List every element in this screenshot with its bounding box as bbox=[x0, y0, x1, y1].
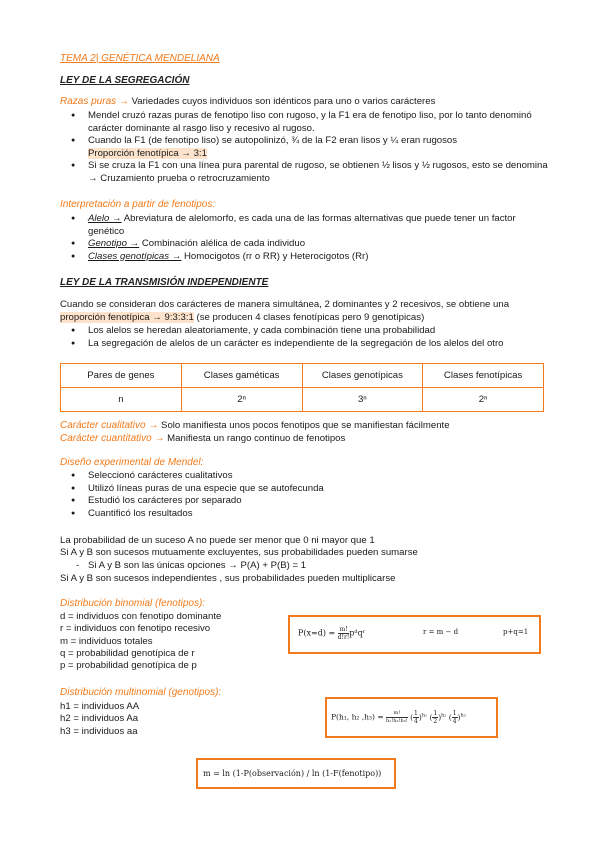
variable-definition: h1 = individuos AA bbox=[60, 701, 140, 712]
table-cell: 2ⁿ bbox=[423, 388, 544, 412]
definition-text: Manifiesta un rango continuo de fenotipos bbox=[164, 433, 346, 444]
variable-definition: d = individuos con fenotipo dominante bbox=[60, 611, 222, 622]
probabilidad-rule-1: La probabilidad de un suceso A no puede ser menor que 0 ni mayor que 1 bbox=[60, 535, 375, 546]
term-3: ( $\frac{1}{4}$ )$^{h_3}$ bbox=[448, 710, 466, 725]
variable-definition: h2 = individuos Aa bbox=[60, 713, 139, 725]
list-item-text: Mendel cruzó razas puras de fenotipo liso con rugoso, y la F1 era de fenotipo liso, por lo tanto denominó carácter dominante al rasgo liso y recesivo al rugoso. bbox=[88, 110, 532, 134]
fraction-denominator: d!r! bbox=[337, 634, 350, 641]
term-2: ( $\frac{1}{2}$ )$^{h_2}$ bbox=[429, 710, 447, 725]
list-item-text: Combinación alélica de cada individuo bbox=[139, 238, 306, 249]
table-cell: n bbox=[61, 388, 182, 412]
fraction-denominator: 4 bbox=[452, 718, 457, 725]
list-item bbox=[60, 338, 550, 351]
probabilidad-sublist bbox=[60, 560, 550, 573]
subheading-interpretacion: Interpretación a partir de fenotipos: bbox=[60, 199, 216, 210]
binomial-formula bbox=[298, 626, 366, 641]
highlight-proporcion-31: Proporción fenotípica → 3:1 bbox=[88, 147, 207, 159]
binomial-sum-relation: p+q=1 bbox=[503, 628, 529, 636]
table-header-cell: Pares de genes bbox=[61, 364, 182, 388]
subheading-multinomial: Distribución multinomial (genotipos): bbox=[60, 687, 222, 698]
list-item: ● Seleccionó carácteres cualitativos bbox=[60, 470, 550, 483]
term-cuantitativo: Carácter cuantitativo → bbox=[60, 433, 165, 444]
table-header-row bbox=[61, 364, 544, 388]
table-header-cell: Clases gaméticas bbox=[181, 364, 302, 388]
caracter-cualitativo bbox=[60, 420, 550, 433]
razas-puras-definition bbox=[60, 96, 550, 109]
table-cell: 2ⁿ bbox=[181, 388, 302, 412]
formula-fraction bbox=[432, 710, 438, 725]
list-item-text: Los alelos se heredan aleatoriamente, y cada combinación tiene una probabilidad bbox=[88, 325, 436, 336]
formula-fraction bbox=[386, 710, 408, 725]
term-1: ( $\frac{1}{4}$ )$^{h_1}$ bbox=[410, 710, 428, 725]
table-row bbox=[61, 388, 544, 412]
table-header-cell: Clases genotípicas bbox=[302, 364, 423, 388]
segregacion-list bbox=[60, 110, 550, 185]
variable-definition: m = individuos totales bbox=[60, 635, 153, 647]
variable-definition: r = individuos con fenotipo recesivo bbox=[60, 623, 211, 635]
transmision-paragraph bbox=[60, 299, 550, 324]
fraction-denominator: h₁!h₂!h₃! bbox=[386, 718, 408, 724]
fraction-numerator: m! bbox=[386, 710, 408, 718]
list-item: - Si A y B son las únicas opciones → P(A) + P(B) = 1 bbox=[60, 560, 550, 573]
exponent: h₂ bbox=[441, 712, 447, 718]
list-item bbox=[60, 160, 550, 185]
term-genotipo: Genotipo → bbox=[88, 238, 140, 249]
list-item-text: La segregación de alelos de un carácter es independiente de la segregación de los alelos del otro bbox=[88, 337, 504, 349]
multinomial-variables bbox=[60, 701, 139, 738]
final-formula: m = ln (1-P(observación) / ln (1-F(fenotipo)) bbox=[203, 769, 382, 778]
formula-fraction bbox=[413, 710, 419, 725]
transmision-list bbox=[60, 325, 550, 350]
term-alelo: Alelo → bbox=[88, 213, 122, 224]
probabilidad-rule-2: Si A y B son sucesos mutuamente excluyentes, sus probabilidades pueden sumarse bbox=[60, 547, 418, 558]
multinomial-formula bbox=[331, 710, 466, 725]
formula-lhs: P(x=d) = bbox=[298, 628, 336, 638]
table-cell: 3ⁿ bbox=[302, 388, 423, 412]
binomial-variables bbox=[60, 611, 221, 672]
page-title: TEMA 2| GENÉTICA MENDELIANA bbox=[60, 53, 220, 64]
definition-text: Solo manifiesta unos pocos fenotipos que se manifiestan fácilmente bbox=[158, 420, 450, 431]
list-item: ● Cuantificó los resultados bbox=[60, 508, 550, 521]
section-heading-transmision: LEY DE LA TRANSMISIÓN INDEPENDIENTE bbox=[60, 277, 269, 288]
table-header-cell: Clases fenotípicas bbox=[423, 364, 544, 388]
caracter-cuantitativo bbox=[60, 433, 550, 446]
term-cualitativo: Carácter cualitativo → bbox=[60, 420, 159, 431]
list-item: ● Estudió los carácteres por separado bbox=[60, 495, 550, 508]
subheading-diseno: Diseño experimental de Mendel: bbox=[60, 457, 204, 468]
list-item bbox=[60, 238, 550, 251]
formula-fraction bbox=[338, 626, 350, 641]
variable-definition: h3 = individuos aa bbox=[60, 725, 138, 737]
term-clases-genotipicas: Clases genotípicas → bbox=[88, 250, 182, 262]
list-item-text: Homocigotos (rr o RR) y Heterocigotos (Rr) bbox=[181, 250, 369, 262]
exponent: h₃ bbox=[460, 712, 466, 718]
list-item-text: Si se cruza la F1 con una línea pura parental de rugoso, se obtienen ½ lisos y ½ rugosos, esto se denomina → Cruzamiento prueba o retrocruzamiento bbox=[88, 160, 548, 184]
formula-powers: pᵈqʳ bbox=[349, 628, 366, 638]
interpretacion-list bbox=[60, 213, 550, 263]
list-item-text: Cuando la F1 (de fenotipo liso) se autopolinizó, ¾ de la F2 eran lisos y ¼ eran rugosos bbox=[88, 135, 458, 146]
list-item: ● Utilizó líneas puras de una especie que se autofecunda bbox=[60, 483, 550, 496]
list-item bbox=[60, 213, 550, 238]
highlight-proporcion-9331: proporción fenotípica → 9:3:3:1 bbox=[60, 311, 194, 323]
list-item bbox=[60, 135, 550, 160]
fraction-denominator: 4 bbox=[414, 718, 418, 725]
fraction-denominator: 2 bbox=[433, 718, 438, 725]
formula-fraction bbox=[452, 710, 458, 725]
gene-classes-table bbox=[60, 363, 544, 412]
section-heading-segregacion: LEY DE LA SEGREGACIÓN bbox=[60, 75, 190, 86]
fraction-numerator: 1 bbox=[414, 710, 418, 717]
fraction-numerator: m! bbox=[339, 626, 348, 633]
paragraph-text: Cuando se consideran dos carácteres de manera simultánea, 2 dominantes y 2 recesivos, se obtiene una bbox=[60, 299, 510, 310]
binomial-r-relation: r = m − d bbox=[423, 628, 459, 636]
list-item bbox=[60, 251, 550, 264]
exponent: h₁ bbox=[421, 712, 428, 718]
razas-puras-text: Variedades cuyos individuos son idénticos para uno o varios carácteres bbox=[128, 96, 436, 107]
paragraph-text-rest: (se producen 4 clases fenotípicas pero 9 genotípicas) bbox=[193, 311, 425, 323]
subheading-binomial: Distribución binomial (fenotipos): bbox=[60, 598, 206, 609]
variable-definition: q = probabilidad genotípica de r bbox=[60, 647, 195, 659]
razas-puras-term: Razas puras → bbox=[60, 96, 129, 107]
fraction-numerator: 1 bbox=[452, 710, 457, 717]
diseno-list bbox=[60, 470, 550, 520]
list-item bbox=[60, 325, 550, 338]
variable-definition: p = probabilidad genotípica de p bbox=[60, 660, 197, 672]
probabilidad-rule-4: Si A y B son sucesos independientes , sus probabilidades pueden multiplicarse bbox=[60, 573, 396, 584]
formula-lhs: P(h₁, h₂ ,h₃) = bbox=[331, 712, 384, 722]
fraction-numerator: 1 bbox=[433, 710, 438, 717]
list-item bbox=[60, 110, 550, 135]
list-item-text: Abreviatura de alelomorfo, es cada una de las formas alternativas que puede tener un factor genético bbox=[88, 213, 516, 237]
